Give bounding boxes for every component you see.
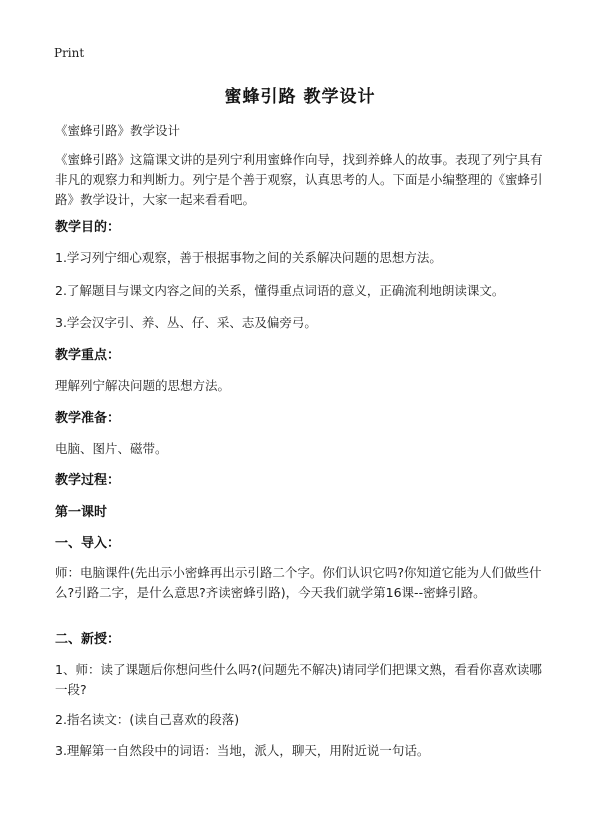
goal-1: 1.学习列宁细心观察，善于根据事物之间的关系解决问题的思想方法。 xyxy=(55,250,442,265)
print-link[interactable]: Print xyxy=(54,46,85,60)
heading-process: 教学过程： xyxy=(55,473,121,488)
new-lesson-step-2: 2.指名读文：(读自己喜欢的段落) xyxy=(55,712,240,727)
heading-teaching-goals: 教学目的： xyxy=(55,220,121,235)
heading-key-points: 教学重点： xyxy=(55,348,121,363)
new-lesson-step-1: 1、师：读了课题后你想问些什么吗?(问题先不解决)请同学们把课文熟，看看你喜欢读哪一段? xyxy=(55,662,542,697)
heading-intro-section: 一、导入： xyxy=(55,536,121,551)
goal-3: 3.学会汉字引、养、丛、仔、采、志及偏旁弓。 xyxy=(55,315,317,330)
subtitle-line: 《蜜蜂引路》教学设计 xyxy=(55,123,181,138)
heading-preparation: 教学准备： xyxy=(55,411,121,426)
heading-first-lesson: 第一课时 xyxy=(55,505,108,520)
new-lesson-step-3: 3.理解第一自然段中的词语：当地，派人，聊天，用附近说一句话。 xyxy=(55,743,430,758)
document-title: 蜜蜂引路 教学设计 xyxy=(224,87,376,107)
preparation-text: 电脑、图片、磁带。 xyxy=(55,441,168,456)
key-point-text: 理解列宁解决问题的思想方法。 xyxy=(55,378,231,393)
intro-section-text: 师：电脑课件(先出示小密蜂再出示引路二个字。你们认识它吗?你知道它能为人们做些什么?引路二字，是什么意思?齐读密蜂引路)，今天我们就学第16课--密蜂引路。 xyxy=(55,565,542,600)
heading-new-lesson: 二、新授： xyxy=(55,632,121,647)
goal-2: 2.了解题目与课文内容之间的关系，懂得重点词语的意义，正确流利地朗读课文。 xyxy=(55,283,505,298)
intro-paragraph: 《蜜蜂引路》这篇课文讲的是列宁利用蜜蜂作向导，找到养蜂人的故事。表现了列宁具有非凡的观察力和判断力。列宁是个善于观察，认真思考的人。下面是小编整理的《蜜蜂引路》教学设计，大家一起来看看吧。 xyxy=(55,152,543,207)
